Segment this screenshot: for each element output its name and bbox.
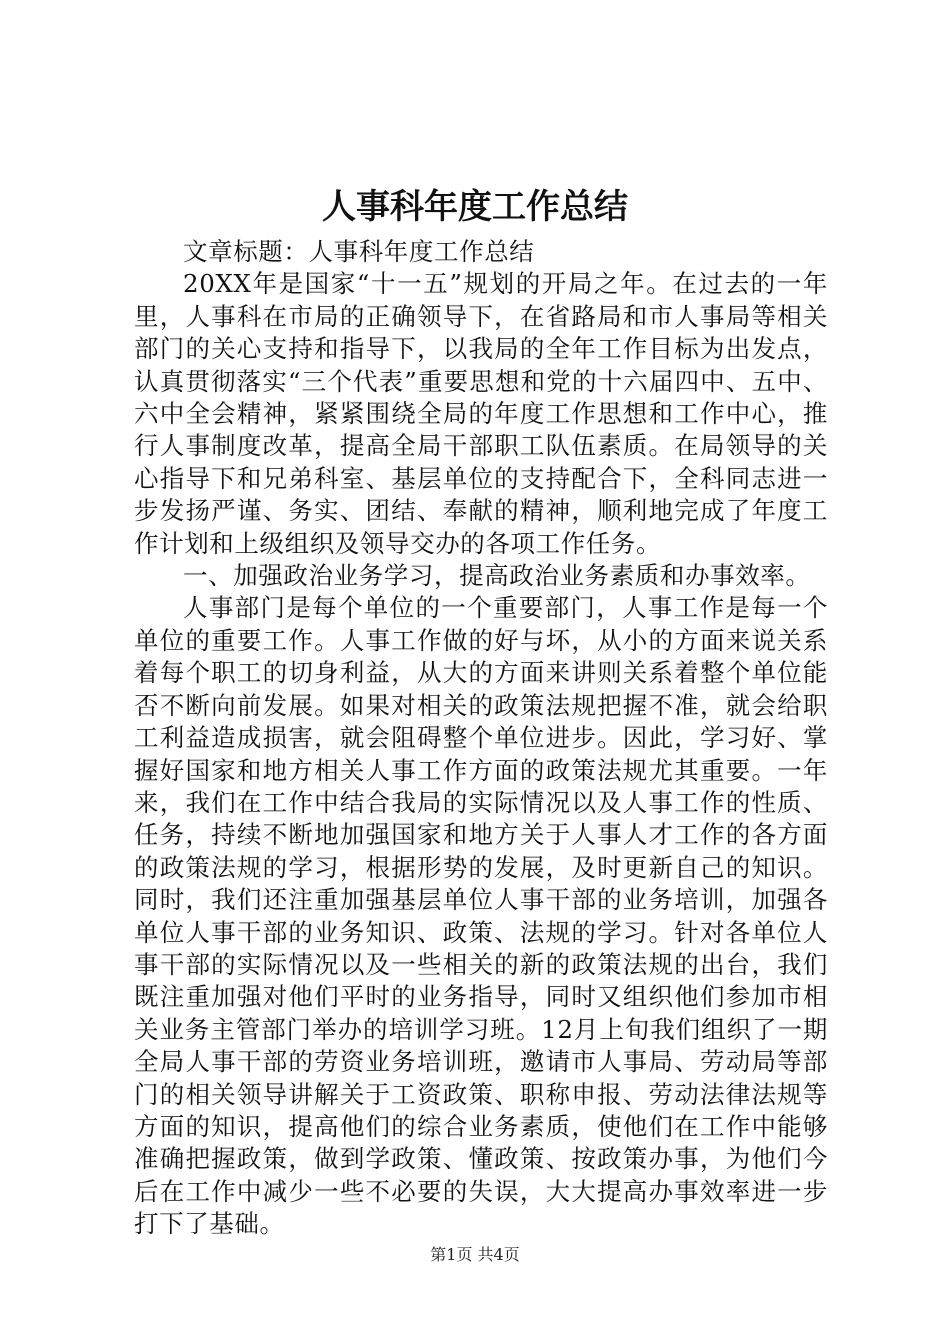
paragraph-introduction: 20XX年是国家“十一五”规划的开局之年。在过去的一年里，人事科在市局的正确领导下，在省路局和市人事局等相关部门的关心支持和指导下，以我局的全年工作目标为出发点，认真贯彻落实“三个代表”重要思想和党的十六届四中、五中、六中全会精神，紧紧围绕全局的年度工作思想和工作中心，推行人事制度改革，提高全局干部职工队伍素质。在局领导的关心指导下和兄弟科室、基层单位的支持配合下，全科同志进一步发扬严谨、务实、团结、奉献的精神，顺利地完成了年度工作计划和上级组织及领导交办的各项工作任务。 [134, 269, 828, 558]
page-title: 人事科年度工作总结 [322, 187, 628, 227]
page-number-footer: 第1页 共4页 [430, 1245, 520, 1264]
section-heading: 一、加强政治业务学习，提高政治业务素质和办事效率。 [183, 561, 811, 591]
paragraph-section-body: 人事部门是每个单位的一个重要部门，人事工作是每一个单位的重要工作。人事工作做的好与坏，从小的方面来说关系着每个职工的切身利益，从大的方面来讲则关系着整个单位能否不断向前发展。如果对相关的政策法规把握不准，就会给职工利益造成损害，就会阻碍整个单位进步。因此，学习好、掌握好国家和地方相关人事工作方面的政策法规尤其重要。一年来，我们在工作中结合我局的实际情况以及人事工作的性质、任务，持续不断地加强国家和地方关于人事人才工作的各方面的政策法规的学习，根据形势的发展，及时更新自己的知识。同时，我们还注重加强基层单位人事干部的业务培训，加强各单位人事干部的业务知识、政策、法规的学习。针对各单位人事干部的实际情况以及一些相关的新的政策法规的出台，我们既注重加强对他们平时的业务指导，同时又组织他们参加市相关业务主管部门举办的培训学习班。12月上旬我们组织了一期全局人事干部的劳资业务培训班，邀请市人事局、劳动局等部门的相关领导讲解关于工资政策、职称申报、劳动法律法规等方面的知识，提高他们的综合业务素质，使他们在工作中能够准确把握政策，做到学政策、懂政策、按政策办事，为他们今后在工作中减少一些不必要的失误，大大提高办事效率进一步打下了基础。 [134, 593, 828, 1239]
document-body [134, 236, 828, 1241]
paragraph-article-title: 文章标题：人事科年度工作总结 [183, 237, 535, 266]
